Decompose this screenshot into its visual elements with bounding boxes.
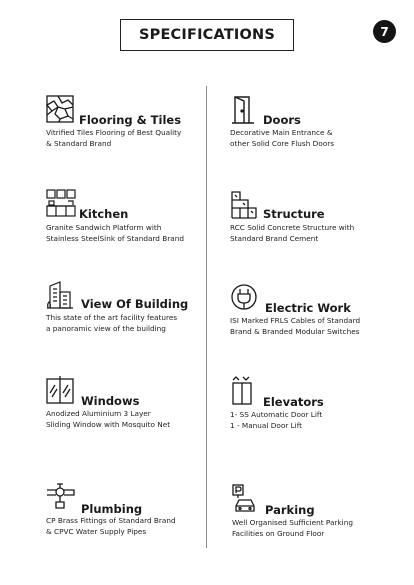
structure-icon [230,190,258,220]
spec-description-line: Stainless SteelSink of Standard Brand [46,234,184,243]
spec-description-line: other Solid Core Flush Doors [230,139,335,148]
kitchen-icon [46,188,76,218]
spec-heading: Parking [265,503,315,517]
spec-description-line: 1 - Manual Door Lift [230,421,303,430]
elevator-icon [230,376,256,406]
spec-flooring-tiles [46,95,206,155]
spec-heading: Elevators [263,395,324,409]
spec-electric-work [230,283,405,343]
spec-description-line: Decorative Main Entrance & [230,128,333,137]
spec-description-line: Facilities on Ground Floor [232,529,325,538]
page-title: SPECIFICATIONS [138,27,276,43]
page-number-badge: 7 [373,20,396,43]
electric-plug-icon [230,283,258,311]
spec-heading: Plumbing [81,502,143,516]
spec-description-line: Granite Sandwich Platform with [46,223,162,232]
spec-description-line: Anodized Aluminium 3 Layer [46,409,151,418]
spec-plumbing [46,482,206,542]
spec-heading: Electric Work [265,301,351,315]
spec-parking [232,484,402,544]
spec-view-of-building [46,280,206,340]
spec-kitchen [46,188,206,248]
spec-heading: Kitchen [79,207,129,221]
door-icon [230,95,256,125]
tiles-icon [46,95,74,123]
spec-description-line: & Standard Brand [46,139,112,148]
parking-icon [232,484,258,514]
spec-description-line: RCC Solid Concrete Structure with [230,223,355,232]
spec-description-line: This state of the art facility features [46,313,178,322]
spec-heading: Doors [263,113,301,127]
spec-description-line: Brand & Branded Modular Switches [230,327,360,336]
spec-doors [230,95,400,155]
window-icon [46,375,74,405]
spec-description-line: Well Organised Sufficient Parking [232,518,353,527]
spec-windows [46,375,206,435]
spec-description-line: ISI Marked FRLS Cables of Standard [230,316,361,325]
spec-description-line: Sliding Window with Mosquito Net [46,420,171,429]
spec-description-line: & CPVC Water Supply Pipes [46,527,147,536]
spec-description-line: Vitrified Tiles Flooring of Best Quality [46,128,182,137]
spec-heading: Flooring & Tiles [79,113,182,127]
spec-heading: View Of Building [81,297,189,311]
spec-description-line: a panoramic view of the building [46,324,166,333]
page-title-box [120,19,294,51]
spec-description-line: CP Brass Fittings of Standard Brand [46,516,176,525]
plumbing-icon [46,482,76,510]
spec-heading: Structure [263,207,325,221]
spec-elevators [230,376,400,436]
spec-structure [230,190,400,250]
spec-heading: Windows [81,394,140,408]
spec-description-line: 1- SS Automatic Door Lift [230,410,323,419]
spec-description-line: Standard Brand Cement [230,234,319,243]
column-divider [206,86,207,548]
building-icon [46,280,74,310]
